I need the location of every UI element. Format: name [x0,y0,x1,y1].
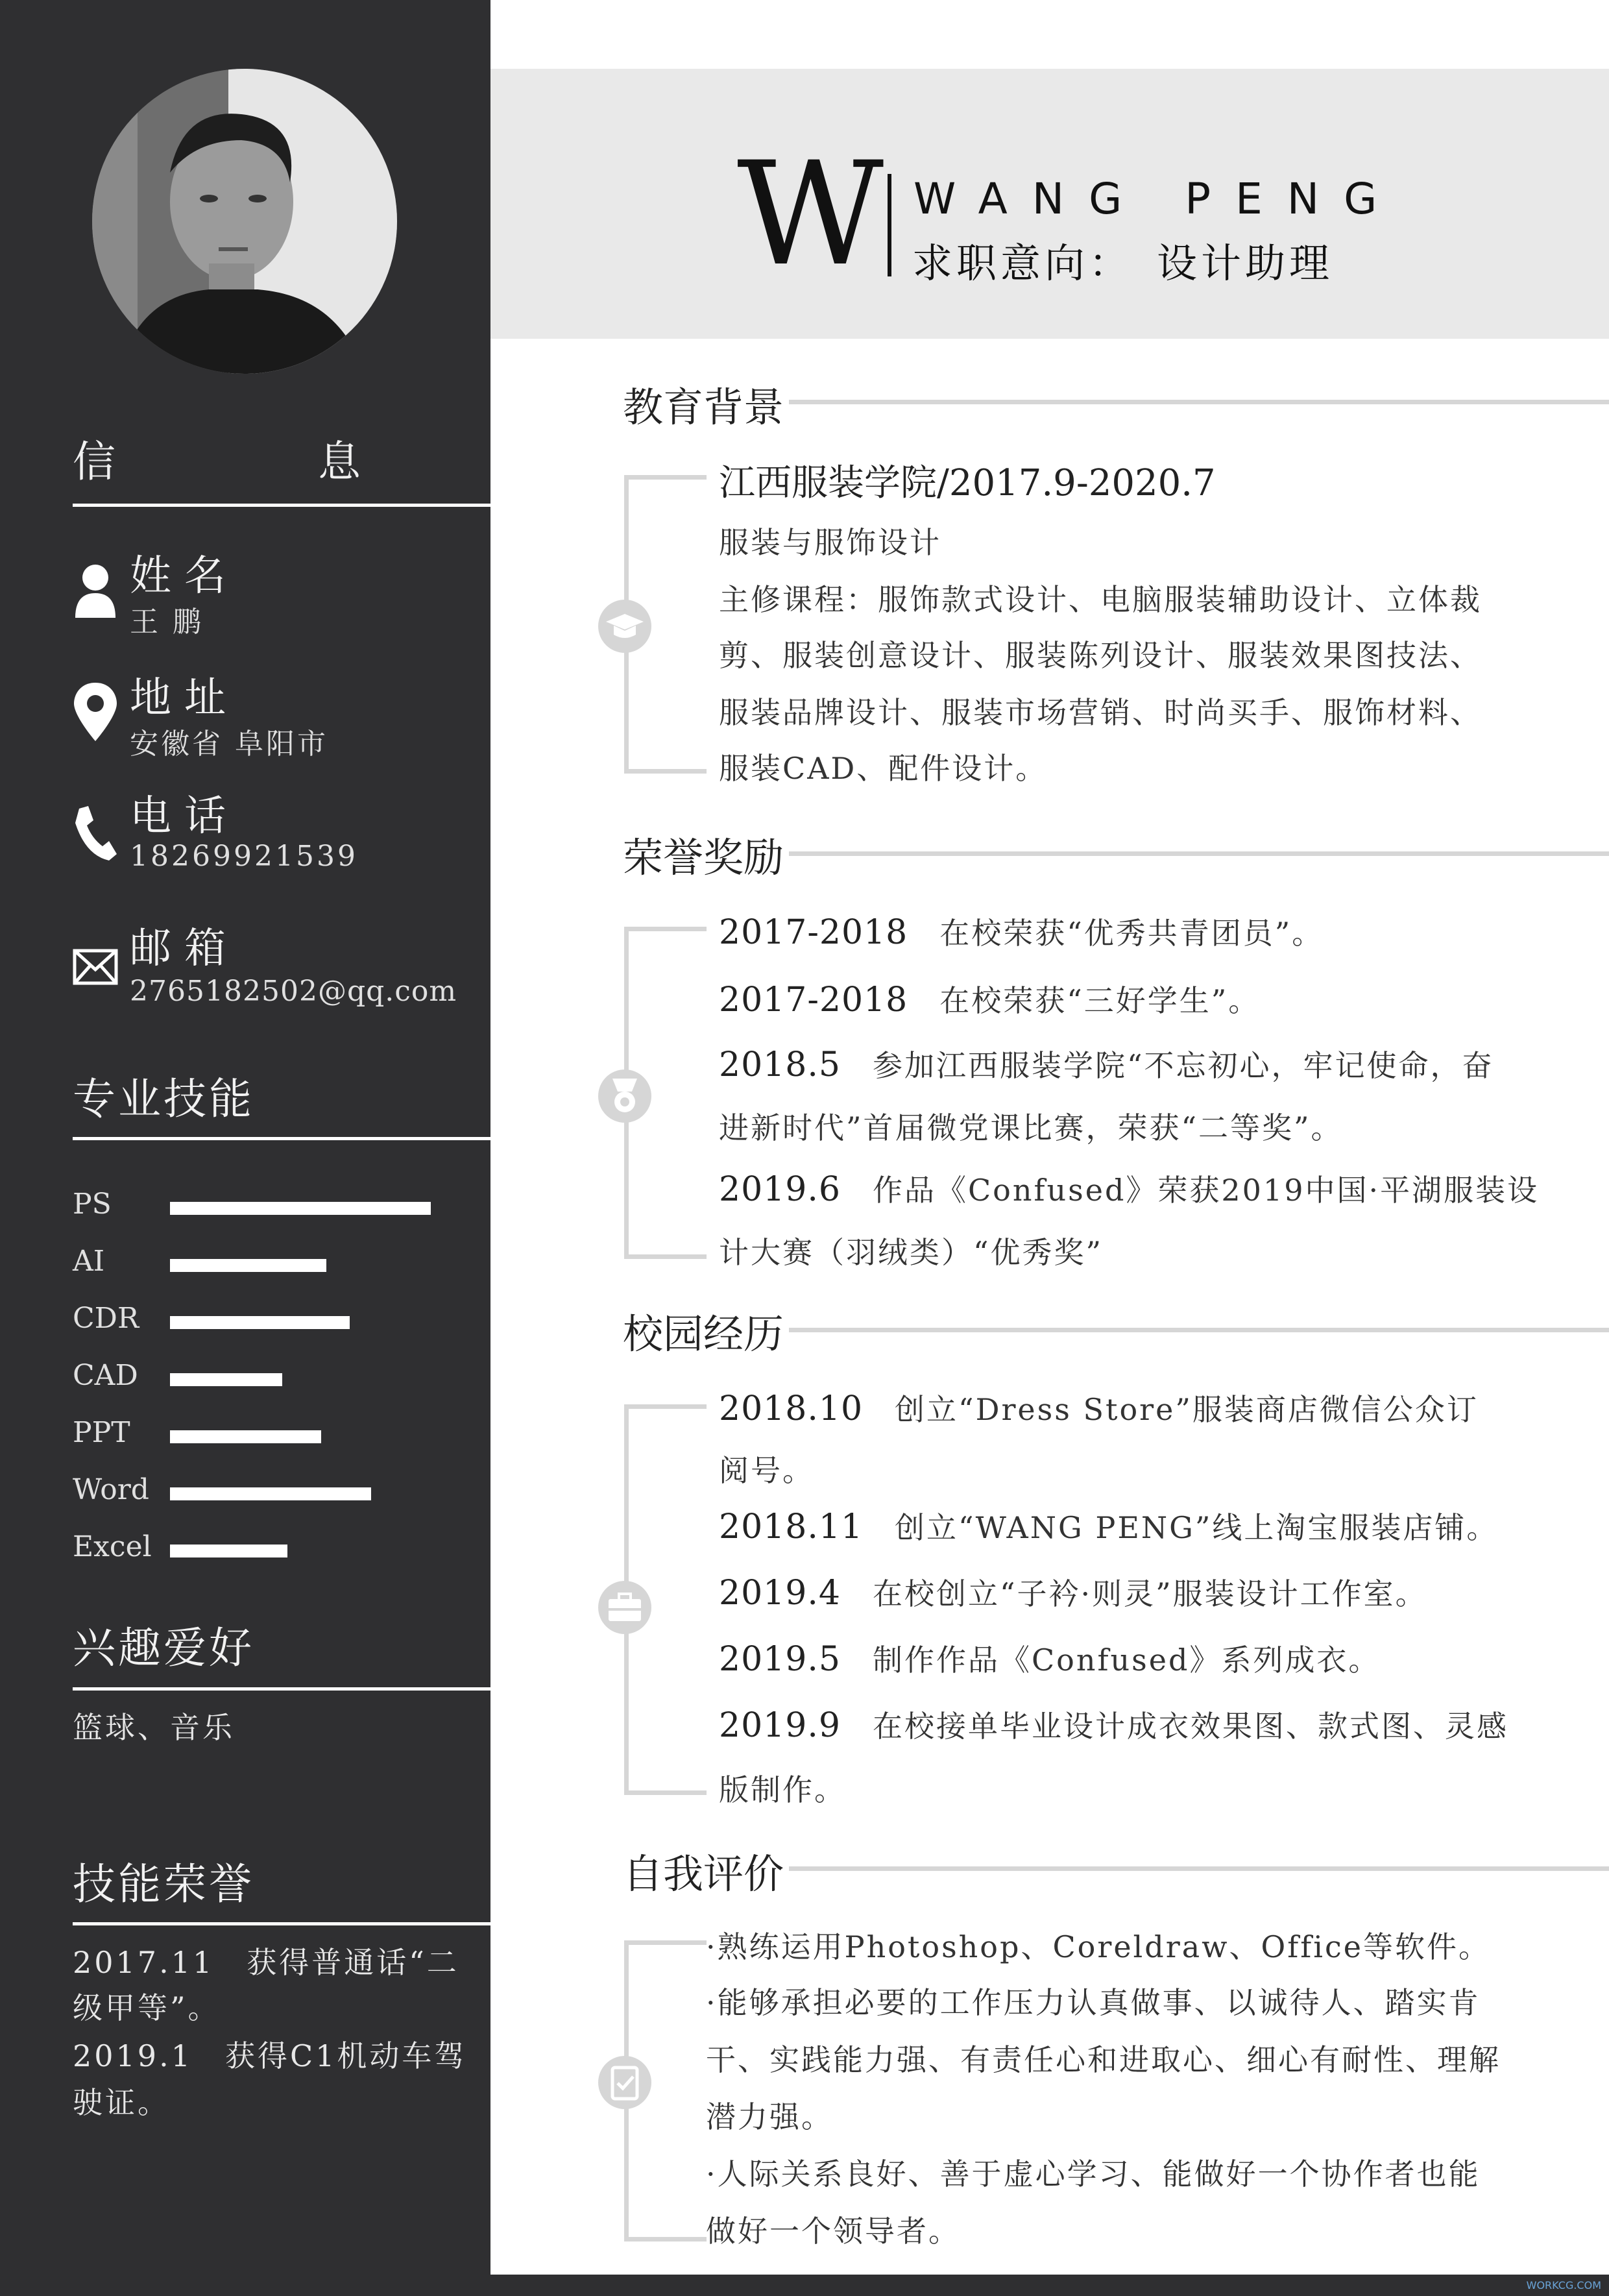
self-evaluation-rule [789,1866,1609,1871]
honors-line [719,1042,1494,1085]
info-value-email: 2765182502@qq.com [130,975,457,1008]
honors-line [719,977,1260,1020]
honors-text: 计大赛（羽绒类）“优秀奖” [719,1235,1104,1270]
info-label-name: 姓名 [130,552,239,600]
honors-year: 2017-2018 [719,981,908,1020]
school-name: 江西服装学院/2017.9-2020.7 [719,462,1216,504]
honors-text: 在校荣获“优秀共青团员”。 [908,916,1324,951]
honors-rule [789,851,1609,856]
briefcase-icon [598,1581,651,1634]
campus-text: 创立“WANG PENG”线上淘宝服装店铺。 [863,1510,1499,1545]
self-evaluation-line: ·能够承担必要的工作压力认真做事、以诚待人、踏实肯 [706,1985,1481,2020]
sidebar [0,0,490,2275]
skill-name: Excel [73,1530,152,1563]
info-label-phone: 电话 [130,792,239,840]
self-evaluation-line: 做好一个领导者。 [706,2214,960,2249]
self-evaluation-line: ·熟练运用Photoshop、Coreldraw、Office等软件。 [706,1929,1490,1964]
campus-text: 在校创立“子衿·则灵”服装设计工作室。 [840,1576,1427,1611]
info-label-email: 邮箱 [130,925,239,973]
honors-year: 2019.6 [719,1170,841,1209]
education-rule [789,400,1609,404]
honors-line [719,1229,1103,1272]
skills-heading: 专业技能 [73,1074,254,1124]
skill-honors-divider [73,1922,490,1925]
skill-honors-line: 2019.1 获得C1机动车驾 [73,2038,467,2073]
info-label-address: 地址 [130,674,239,722]
hobbies-text: 篮球、音乐 [73,1710,235,1745]
skill-name: PS [73,1188,112,1221]
skill-level-bar [170,1487,371,1500]
job-objective: 求职意向： 设计助理 [912,239,1334,287]
honors-line [719,1167,1539,1210]
self-evaluation-line: 干、实践能力强、有责任心和进取心、细心有耐性、理解 [706,2042,1501,2077]
skill-name: CDR [73,1302,139,1335]
footer-strip [0,2275,1609,2296]
watermark: WORKCG.COM [1526,2279,1601,2291]
campus-year: 2019.5 [719,1640,841,1679]
honors-title: 荣誉奖励 [623,834,784,881]
skill-honors-heading: 技能荣誉 [73,1859,254,1909]
candidate-name: WANG PENG [913,174,1402,224]
honors-line [719,1105,1343,1147]
medal-icon [598,1069,651,1123]
campus-line [719,1504,1498,1547]
self-evaluation-line: ·人际关系良好、善于虚心学习、能做好一个协作者也能 [706,2156,1481,2192]
honors-text: 进新时代”首届微党课比赛，荣获“二等奖”。 [719,1110,1343,1145]
info-value-name: 王 鹏 [130,605,204,639]
person-icon [73,559,118,618]
self-evaluation-line: 潜力强。 [706,2099,833,2134]
education-line: 主修课程：服饰款式设计、电脑服装辅助设计、立体裁 [719,582,1482,617]
honors-year: 2017-2018 [719,913,908,952]
campus-year: 2018.11 [719,1508,864,1546]
skill-honors-line: 驶证。 [73,2085,170,2120]
info-value-address: 安徽省 阜阳市 [130,727,328,761]
education-line: 服装品牌设计、服装市场营销、时尚买手、服饰材料、 [719,695,1482,730]
skill-honors-line: 级甲等”。 [73,1990,221,2025]
hobbies-heading: 兴趣爱好 [73,1623,254,1673]
campus-text: 创立“Dress Store”服装商店微信公众订 [863,1392,1479,1427]
info-heading: 信 息 [73,437,400,487]
monogram-letter: W [737,131,884,297]
clipboard-check-icon [598,2056,651,2109]
skill-level-bar [170,1202,431,1215]
campus-line [719,1447,814,1490]
education-line: 服装CAD、配件设计。 [719,751,1048,786]
skill-level-bar [170,1316,350,1329]
self-evaluation-title: 自我评价 [623,1850,784,1898]
skill-honors-line: 2017.11 获得普通话“二 [73,1945,459,1980]
skill-level-bar [170,1373,282,1386]
header-divider [888,174,891,276]
envelope-icon [73,949,118,988]
skill-name: CAD [73,1359,138,1392]
hobbies-divider [73,1687,490,1691]
graduation-cap-icon [598,600,651,653]
education-title: 教育背景 [623,384,784,431]
campus-title: 校园经历 [623,1310,784,1358]
campus-line [719,1386,1479,1429]
honors-year: 2018.5 [719,1045,841,1084]
campus-year: 2019.9 [719,1706,841,1745]
skill-level-bar [170,1430,321,1443]
campus-year: 2019.4 [719,1574,841,1613]
education-line: 服装与服饰设计 [719,525,941,560]
campus-line [719,1570,1427,1613]
skill-name: AI [73,1245,105,1278]
campus-text: 在校接单毕业设计成衣效果图、款式图、灵感 [840,1709,1508,1744]
honors-text: 参加江西服装学院“不忘初心，牢记使命，奋 [840,1048,1494,1083]
honors-text: 在校荣获“三好学生”。 [908,983,1261,1018]
skill-level-bar [170,1545,287,1557]
skills-divider [73,1137,490,1140]
location-pin-icon [73,683,118,741]
campus-text: 阅号。 [719,1453,814,1488]
skill-level-bar [170,1259,326,1272]
skill-name: Word [73,1473,149,1506]
campus-rule [789,1328,1609,1332]
campus-text: 制作作品《Confused》系列成衣。 [840,1643,1381,1678]
campus-line [719,1637,1380,1679]
honors-line [719,910,1324,953]
skill-name: PPT [73,1416,130,1449]
campus-text: 版制作。 [719,1772,846,1807]
campus-line [719,1766,846,1809]
profile-photo [92,69,397,374]
info-value-phone: 18269921539 [130,840,358,873]
campus-line [719,1703,1508,1746]
info-divider [73,504,490,507]
phone-icon [73,803,118,862]
honors-text: 作品《Confused》荣获2019中国·平湖服装设 [840,1173,1540,1208]
campus-year: 2018.10 [719,1389,864,1428]
education-line: 剪、服装创意设计、服装陈列设计、服装效果图技法、 [719,638,1482,673]
